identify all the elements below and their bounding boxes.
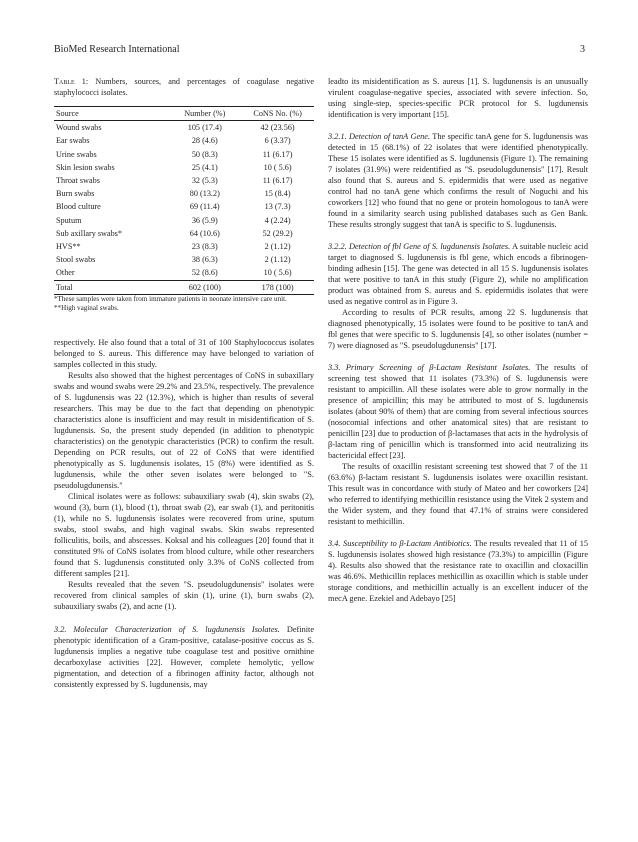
cell-number: 105 (17.4) bbox=[187, 123, 222, 133]
cell-source: Urine swabs bbox=[56, 149, 97, 159]
section-3-3 bbox=[328, 362, 588, 461]
total-source: Total bbox=[54, 280, 168, 294]
table-header-row bbox=[54, 107, 314, 121]
cell-source: Wound swabs bbox=[56, 123, 102, 133]
section-3-2-2-text: A suitable nucleic acid target to diagnosed S. lugdunensis is fbl gene, which encods a fibrinogen-binding adhesin [15]. The gene was detected in all 15 S. lugdunensis isolates that were positive to tanA in this study (Figure 2), while no amplification product was obtained from S. aureus and S. epidermidis isolates that were used as negative control as in Figure 3. bbox=[328, 242, 589, 306]
table-row bbox=[54, 200, 314, 213]
table-row bbox=[54, 161, 314, 174]
section-3-2 bbox=[54, 624, 314, 690]
cell-cons: 2 (1.12) bbox=[264, 242, 291, 252]
cell-source: Skin lesion swabs bbox=[56, 162, 115, 172]
cell-source: Ear swabs bbox=[56, 136, 90, 146]
cell-cons: 2 (1.12) bbox=[264, 255, 291, 265]
table-footnote-1: *These samples were taken from immature patients in neonate intensive care unit. bbox=[54, 294, 287, 303]
table-footnote-2: **High vaginal swabs. bbox=[54, 303, 119, 312]
column-header-source: Source bbox=[54, 107, 168, 121]
section-3-3-text: The results of screening test showed that 11 isolates (73.3%) of S. lugdunensis were resistant to ampicillin. All these isolates were able to grow normally in the presence of ampicillin; this may be attributed to most of S. lugdunensis isolates (about 90% of them) that are coming from several infectious sources (nosocomial infections and other anatomical sites) that are resistant to penicillin [23] due to production of β-lactamases that acts in the hydrolysis of β-lactam ring of penicillin which is transformed into acid neutralizing its bactericidal effect [23]. bbox=[328, 363, 588, 460]
cell-source: Burn swabs bbox=[56, 189, 95, 199]
section-3-2-text: Definite phenotypic identification of a Gram-positive, catalase-positive coccus as S. lugdunensis implies a negative tube coagulase test and positive ornithine decarboxylase activities [22]. However, complete hemolytic, yellow pigmentation, and detection of a fibrinogen affinity factor, although not consistently expressed by S. lugdunensis, may bbox=[54, 624, 315, 689]
table-row bbox=[54, 214, 314, 227]
section-3-2-1 bbox=[328, 131, 588, 230]
cell-cons: 11 (6.17) bbox=[262, 176, 293, 186]
table-caption bbox=[54, 76, 314, 98]
table-row bbox=[54, 134, 314, 147]
cell-cons: 42 (23.56) bbox=[260, 123, 295, 133]
cell-number: 36 (5.9) bbox=[191, 215, 218, 225]
cell-number: 23 (8.3) bbox=[191, 242, 218, 252]
cell-source: Throat swabs bbox=[56, 176, 100, 186]
paragraph-oxacillin: The results of oxacillin resistant screening test showed that 7 of the 11 (63.6%) β-lactam resistant S. lugdunensis isolates were oxacillin resistant. This result was in concordance with study of Mateo and her coworkers [24] who referred to identifying methicillin resistance using the Vitek 2 system and the Wider system, and they found that 47.1% of strains were considered resistant to methicillin. bbox=[328, 462, 588, 526]
paragraph-continuation: respectively. He also found that a total of 31 of 100 Staphylococcus isolates belonged to S. aureus. This difference may have belonged to variation of samples collected in this study. bbox=[54, 337, 314, 369]
cell-number: 50 (8.3) bbox=[191, 149, 218, 159]
cell-number: 69 (11.4) bbox=[189, 202, 220, 212]
cell-cons: 13 (7.3) bbox=[264, 202, 291, 212]
table-label: Table 1 bbox=[54, 77, 86, 86]
cell-source: Other bbox=[56, 268, 75, 278]
cell-cons: 4 (2.24) bbox=[264, 215, 291, 225]
cell-number: 32 (5.3) bbox=[191, 176, 218, 186]
total-number: 602 (100) bbox=[168, 280, 241, 294]
cell-source: Sputum bbox=[56, 215, 82, 225]
table-row bbox=[54, 253, 314, 266]
paragraph-clinical-isolates: Clinical isolates were as follows: subauxiliary swab (4), skin swabs (2), wound (3), burn (1), blood (1), throat swab (2), ear swab (1), and peritonitis (1), while no S. lugdunensis isolates were recovered from urine, sputum swabs, stool swabs, and high vaginal swabs. Skin swabs represented folliculitis, boils, and abscesses. Koksal and his colleagues [20] found that it constituted 9% of CoNS isolates from blood culture, while other researchers found that S. lugdunensis constituted only 3.3% of CoNS collected from different samples [21]. bbox=[54, 491, 314, 578]
cell-source: Blood culture bbox=[56, 202, 101, 212]
right-column bbox=[328, 76, 588, 604]
column-header-number: Number (%) bbox=[168, 107, 241, 121]
section-3-4 bbox=[328, 538, 588, 604]
paragraph-pcr-results: According to results of PCR results, among 22 S. lugdunensis that diagnosed phenotypically, 15 isolates were found to be positive to tanA and fbl genes that were specific to S. lugdunensis [4], so other isolates (number = 7) were diagnosed as "S. pseudolugdunensis" [17]. bbox=[328, 308, 588, 350]
table-row bbox=[54, 148, 314, 161]
cell-number: 28 (4.6) bbox=[191, 136, 218, 146]
cell-source: HVS** bbox=[56, 242, 81, 252]
table-row bbox=[54, 121, 314, 135]
table-row bbox=[54, 240, 314, 253]
section-3-3-heading: 3.3. Primary Screening of β-Lactam Resistant Isolates. bbox=[328, 363, 531, 372]
cell-cons: 10 ( 5.6) bbox=[263, 162, 292, 172]
section-3-2-2-heading: 3.2.2. Detection of fbl Gene of S. lugdunensis Isolates. bbox=[328, 242, 511, 251]
cell-number: 25 (4.1) bbox=[191, 162, 218, 172]
sources-table bbox=[54, 106, 314, 295]
left-column bbox=[54, 76, 314, 690]
section-3-2-heading: 3.2. Molecular Characterization of S. lugdunensis Isolates. bbox=[54, 624, 280, 634]
paragraph-misidentification: leadto its misidentification as S. aureus [1]. S. lugdunensis is an unusually virulent coagulase-negative species, associated with severe infection. So, using single-step, species-specific PCR protocol for S. lugdunensis identification is very important [15]. bbox=[328, 77, 588, 119]
cell-cons: 52 (29.2) bbox=[262, 228, 293, 238]
table-row bbox=[54, 227, 314, 240]
table-row bbox=[54, 266, 314, 280]
cell-number: 80 (13.2) bbox=[189, 189, 220, 199]
cell-number: 64 (10.6) bbox=[189, 228, 220, 238]
table-row bbox=[54, 174, 314, 187]
cell-cons: 15 (8.4) bbox=[264, 189, 291, 199]
section-3-2-1-heading: 3.2.1. Detection of tanA Gene. bbox=[328, 132, 431, 141]
cell-number: 38 (6.3) bbox=[191, 255, 218, 265]
cell-source: Sub axillary swabs* bbox=[56, 228, 122, 238]
table-total-row bbox=[54, 280, 314, 294]
paragraph-cons-percentages: Results also showed that the highest percentages of CoNS in subaxillary swabs and wound swabs were 29.2% and 23.5%, respectively. The prevalence of S. lugdunensis was 22 (12.3%), which is higher than results of several researchers. This may be due to the fact that depending on phenotypic characteristics alone is insufficient and may result in misidentification of S. lugdunensis. So, the present study depended (in addition to phenotypic characteristics) on the genotypic characteristics (PCR) to confirm the result. Depending on PCR results, out of 22 of CoNS that were identified phenotypically as S. lugdunensis isolates, 15 (8%) were identified as S. lugdunensis, while the other seven isolates were belonged to "S. pseudolugdunensis." bbox=[54, 370, 314, 490]
cell-cons: 6 (3.37) bbox=[264, 136, 291, 146]
paragraph-pseudolugdunensis: Results revealed that the seven "S. pseudolugdunensis" isolates were recovered from clinical samples of skin (1), urine (1), burn swabs (2), subauxiliary swabs (2), and acne (1). bbox=[54, 579, 314, 611]
table-caption-text: : Numbers, sources, and percentages of coagulase negative staphylococci isolates. bbox=[54, 77, 314, 97]
section-3-2-1-text: The specific tanA gene for S. lugdunensis was detected in 15 (68.1%) of 22 isolates that were identified phenotypically. These 15 isolates were identified as S. lugdunensis (Figure 1). The remaining 7 isolates (31.9%) were reidentified as "S. pseudolugdunensis" [17]. Result also found that S. aureus and S. epidermidis that were used as negative control had no tanA gene which confirms the result of Noguchi and his coworkers [12] who found that no gene or protein homologous to tanA were found in a similarity search using published databases such as Gen Bank. These results strongly suggest that tanA is specific to S. lugdunensis. bbox=[328, 132, 588, 229]
cell-cons: 10 ( 5.6) bbox=[263, 268, 292, 278]
running-header-journal: BioMed Research International bbox=[54, 44, 180, 55]
section-3-4-heading: 3.4. Susceptibility to β-Lactam Antibiotics. bbox=[328, 539, 472, 548]
cell-source: Stool swabs bbox=[56, 255, 96, 265]
section-3-4-text: The results revealed that 11 of 15 S. lugdunensis isolates showed high resistance (73.3%) to ampicillin (Figure 4). Results also showed that the resistance rate to oxacillin and cloxacillin was 46.6%. Methicillin replaces methicillin as oxacillin which is stable under storage conditions, and methicillin actually is an excellent inducer of the mecA gene. Ezekiel and Adebayo [25] bbox=[328, 539, 588, 603]
page-number: 3 bbox=[580, 44, 585, 55]
cell-number: 52 (8.6) bbox=[191, 268, 218, 278]
cell-cons: 11 (6.17) bbox=[262, 149, 293, 159]
section-3-2-2 bbox=[328, 241, 588, 307]
table-row bbox=[54, 187, 314, 200]
column-header-cons: CoNS No. (%) bbox=[241, 107, 314, 121]
total-cons: 178 (100) bbox=[241, 280, 314, 294]
table-body bbox=[54, 121, 314, 295]
